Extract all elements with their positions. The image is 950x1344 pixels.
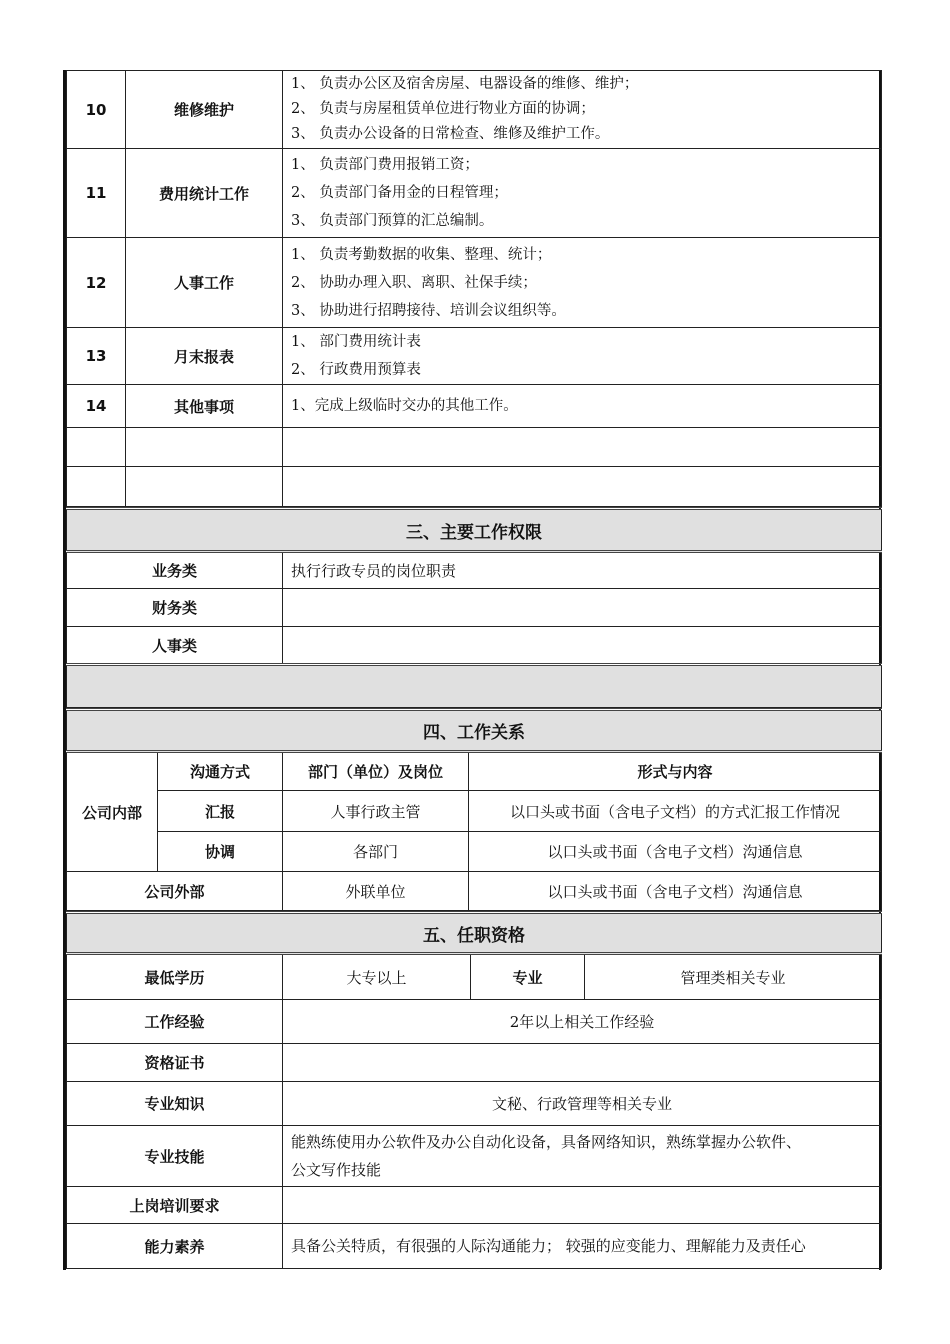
duty-row (67, 149, 882, 238)
skills-line: 能熟练使用办公软件及办公自动化设备，具备网络知识，熟练掌握办公软件、 (291, 1133, 802, 1151)
internal-label: 公司内部 (67, 752, 158, 872)
relation-dept: 外联单位 (283, 872, 469, 911)
ability-value: 具备公关特质，有很强的人际沟通能力； 较强的应变能力、理解能力及责任心 (283, 1224, 882, 1269)
skills-label: 专业技能 (67, 1126, 283, 1187)
duty-row (67, 328, 882, 385)
duty-name: 人事工作 (126, 238, 283, 328)
skills-line: 公文写作技能 (291, 1161, 382, 1179)
knowledge-value: 文秘、行政管理等相关专业 (283, 1082, 882, 1126)
duty-line: 1、 负责办公区及宿舍房屋、电器设备的维修、维护； (291, 76, 639, 92)
qualification-row (67, 1044, 882, 1082)
duty-description (283, 328, 882, 385)
authority-label: 人事类 (67, 627, 283, 665)
relation-content: 以口头或书面（含电子文档）沟通信息 (469, 872, 882, 911)
column-header: 沟通方式 (158, 752, 283, 791)
authority-value (283, 589, 882, 627)
duty-line: 3、 协助进行招聘接待、培训会议组织等。 (291, 302, 566, 319)
qualification-table (66, 911, 882, 1269)
qualification-row (67, 1187, 882, 1224)
empty-row (67, 467, 882, 507)
education-label: 最低学历 (67, 954, 283, 1000)
relation-content: 以口头或书面（含电子文档）沟通信息 (469, 832, 882, 872)
authority-value (283, 627, 882, 665)
duty-line: 2、 协助办理入职、离职、社保手续； (291, 274, 537, 291)
duty-number: 13 (67, 328, 126, 385)
duty-number: 14 (67, 385, 126, 428)
relations-row (67, 832, 882, 872)
duty-line: 3、 负责部门预算的汇总编制。 (291, 213, 494, 229)
relation-dept: 人事行政主管 (283, 791, 469, 832)
duty-description (283, 385, 882, 428)
duty-number: 10 (67, 71, 126, 149)
relation-dept: 各部门 (283, 832, 469, 872)
authority-row (67, 589, 882, 627)
duty-number: 12 (67, 238, 126, 328)
qualification-row (67, 1126, 882, 1187)
skills-value (283, 1126, 882, 1187)
experience-label: 工作经验 (67, 1000, 283, 1044)
duty-line: 1、完成上级临时交办的其他工作。 (291, 398, 518, 414)
qualification-row (67, 1000, 882, 1044)
cert-value (283, 1044, 882, 1082)
column-header: 部门（单位）及岗位 (283, 752, 469, 791)
qualification-row (67, 1224, 882, 1269)
duties-table (66, 70, 882, 507)
section-title: 三、主要工作权限 (67, 509, 882, 552)
training-value (283, 1187, 882, 1224)
section-title: 四、工作关系 (67, 710, 882, 752)
authority-label: 财务类 (67, 589, 283, 627)
column-header: 形式与内容 (469, 752, 882, 791)
relations-row (67, 791, 882, 832)
relations-row (67, 872, 882, 911)
section-title: 五、任职资格 (67, 913, 882, 954)
duty-name: 其他事项 (126, 385, 283, 428)
authority-table (66, 507, 882, 708)
experience-value: 2年以上相关工作经验 (283, 1000, 882, 1044)
ability-label: 能力素养 (67, 1224, 283, 1269)
duty-row (67, 71, 882, 149)
duty-name: 维修维护 (126, 71, 283, 149)
relations-table (66, 708, 882, 911)
qualification-row (67, 1082, 882, 1126)
cert-label: 资格证书 (67, 1044, 283, 1082)
duty-line: 1、 负责部门费用报销工资； (291, 157, 479, 173)
education-value: 大专以上 (283, 954, 471, 1000)
qualification-row (67, 954, 882, 1000)
knowledge-label: 专业知识 (67, 1082, 283, 1126)
duty-row (67, 385, 882, 428)
duty-name: 月末报表 (126, 328, 283, 385)
authority-value: 执行行政专员的岗位职责 (283, 552, 882, 589)
duty-number: 11 (67, 149, 126, 238)
duty-line: 2、 行政费用预算表 (291, 362, 421, 378)
duty-line: 1、 部门费用统计表 (291, 334, 421, 350)
training-label: 上岗培训要求 (67, 1187, 283, 1224)
duty-line: 2、 负责与房屋租赁单位进行物业方面的协调； (291, 101, 595, 117)
duty-line: 3、 负责办公设备的日常检查、维修及维护工作。 (291, 126, 610, 142)
duty-row (67, 238, 882, 328)
duty-description (283, 71, 882, 149)
empty-row (67, 428, 882, 467)
relation-mode: 汇报 (158, 791, 283, 832)
major-value: 管理类相关专业 (585, 954, 882, 1000)
major-label: 专业 (471, 954, 585, 1000)
relation-content: 以口头或书面（含电子文档）的方式汇报工作情况 (469, 791, 882, 832)
relation-mode: 协调 (158, 832, 283, 872)
authority-row (67, 552, 882, 589)
spacer-band (67, 665, 882, 708)
duty-line: 1、 负责考勤数据的收集、整理、统计； (291, 246, 552, 263)
external-label: 公司外部 (67, 872, 283, 911)
authority-row (67, 627, 882, 665)
authority-label: 业务类 (67, 552, 283, 589)
job-description-document (63, 70, 881, 1269)
relations-header-row (67, 752, 882, 791)
duty-line: 2、 负责部门备用金的日程管理； (291, 185, 508, 201)
duty-description (283, 238, 882, 328)
duty-description (283, 149, 882, 238)
duty-name: 费用统计工作 (126, 149, 283, 238)
